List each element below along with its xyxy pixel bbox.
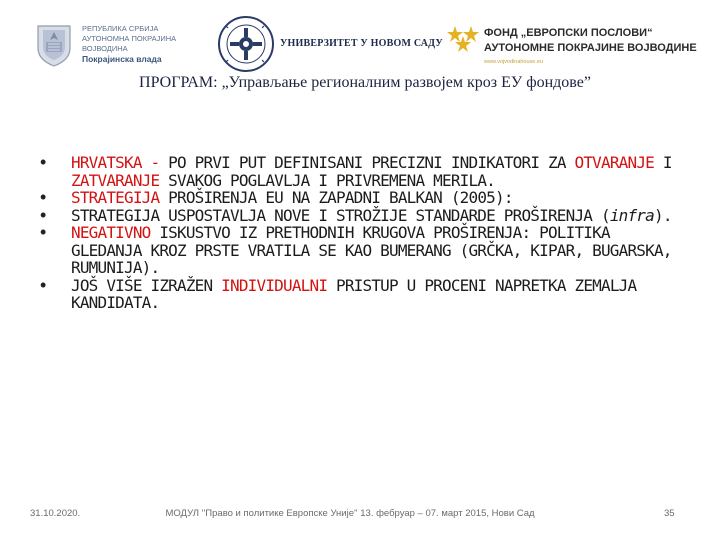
highlight-text: NEGATIVNO [71, 223, 151, 242]
bullet-text: PRISTUP U PROCENI NAPRETKA ZEMALJA KANDIDATA. [71, 275, 637, 312]
bullet-item [40, 277, 680, 312]
government-logo-text [82, 24, 212, 64]
gov-line-1: РЕПУБЛИКА СРБИЈА [82, 24, 159, 33]
highlight-text: OTVARANJE [574, 153, 654, 172]
serbia-coat-of-arms-logo [34, 20, 74, 68]
highlight-text: HRVATSKA - [71, 153, 169, 172]
bullet-text: ISKUSTVO IZ PRETHODNIH KRUGOVA PROŠIRENJA: POLITIKA GLEDANJA KROZ PRSTE VRATILA SE KAO BUMERANG (GRČKA, KIPAR, BUGARSKA, RUMUNIJA). [71, 223, 672, 277]
page-number: 35 [664, 508, 675, 519]
bullet-item [40, 207, 680, 225]
slide-footer [0, 508, 720, 524]
bullet-text: PROŠIRENJA EU NA ZAPADNI BALKAN (2005): [159, 188, 513, 207]
footer-course: МОДУЛ ''Право и политике Европске Уније'' 13. фебруар – 07. март 2015, Нови Сад [165, 508, 535, 519]
bullet-text: ). [653, 205, 672, 225]
highlight-text: INDIVIDUALNI [221, 275, 328, 295]
bullet-list [40, 154, 680, 312]
bullet-text: STRATEGIJA USPOSTAVLJA NOVE I STROŽIJE STANDARDE PROŠIRENJA ( [71, 205, 610, 225]
bullet-item [40, 154, 680, 189]
gov-line-2: АУТОНОМНА ПОКРАЈИНА ВОЈВОДИНА [82, 34, 177, 53]
fund-line-2: АУТОНОМНЕ ПОКРАЈИНЕ ВОЈВОДИНЕ [484, 42, 697, 54]
university-name: УНИВЕРЗИТЕТ У НОВОМ САДУ [280, 38, 443, 49]
slide-header [0, 0, 720, 102]
highlight-text: STRATEGIJA [71, 188, 160, 207]
fund-line-1: ФОНД „ЕВРОПСКИ ПОСЛОВИ“ [484, 27, 653, 39]
footer-date: 31.10.2020. [30, 508, 81, 519]
bullet-text: PO PRVI PUT DEFINISANI PRECIZNI INDIKATORI ZA [168, 153, 575, 172]
highlight-text: ZATVARANJE [71, 170, 160, 190]
fund-logo-text [484, 26, 697, 56]
program-title: ПРОГРАМ: „Управљање регионалним развојем кроз ЕУ фондове” [139, 74, 591, 91]
stars-logo [446, 24, 480, 54]
bullet-item [40, 224, 680, 277]
gov-line-3: Покрајинска влада [82, 54, 162, 64]
bullet-text: infra [609, 205, 654, 225]
bullet-text: JOŠ VIŠE IZRAŽEN [71, 275, 222, 295]
bullet-item [40, 189, 680, 207]
bullet-text: SVAKOG POGLAVLJA I PRIVREMENA MERILA. [159, 170, 495, 190]
bullet-text: I [653, 153, 672, 172]
fund-url: www.vojvodinahouse.eu [484, 59, 544, 65]
university-seal-logo [216, 14, 276, 74]
